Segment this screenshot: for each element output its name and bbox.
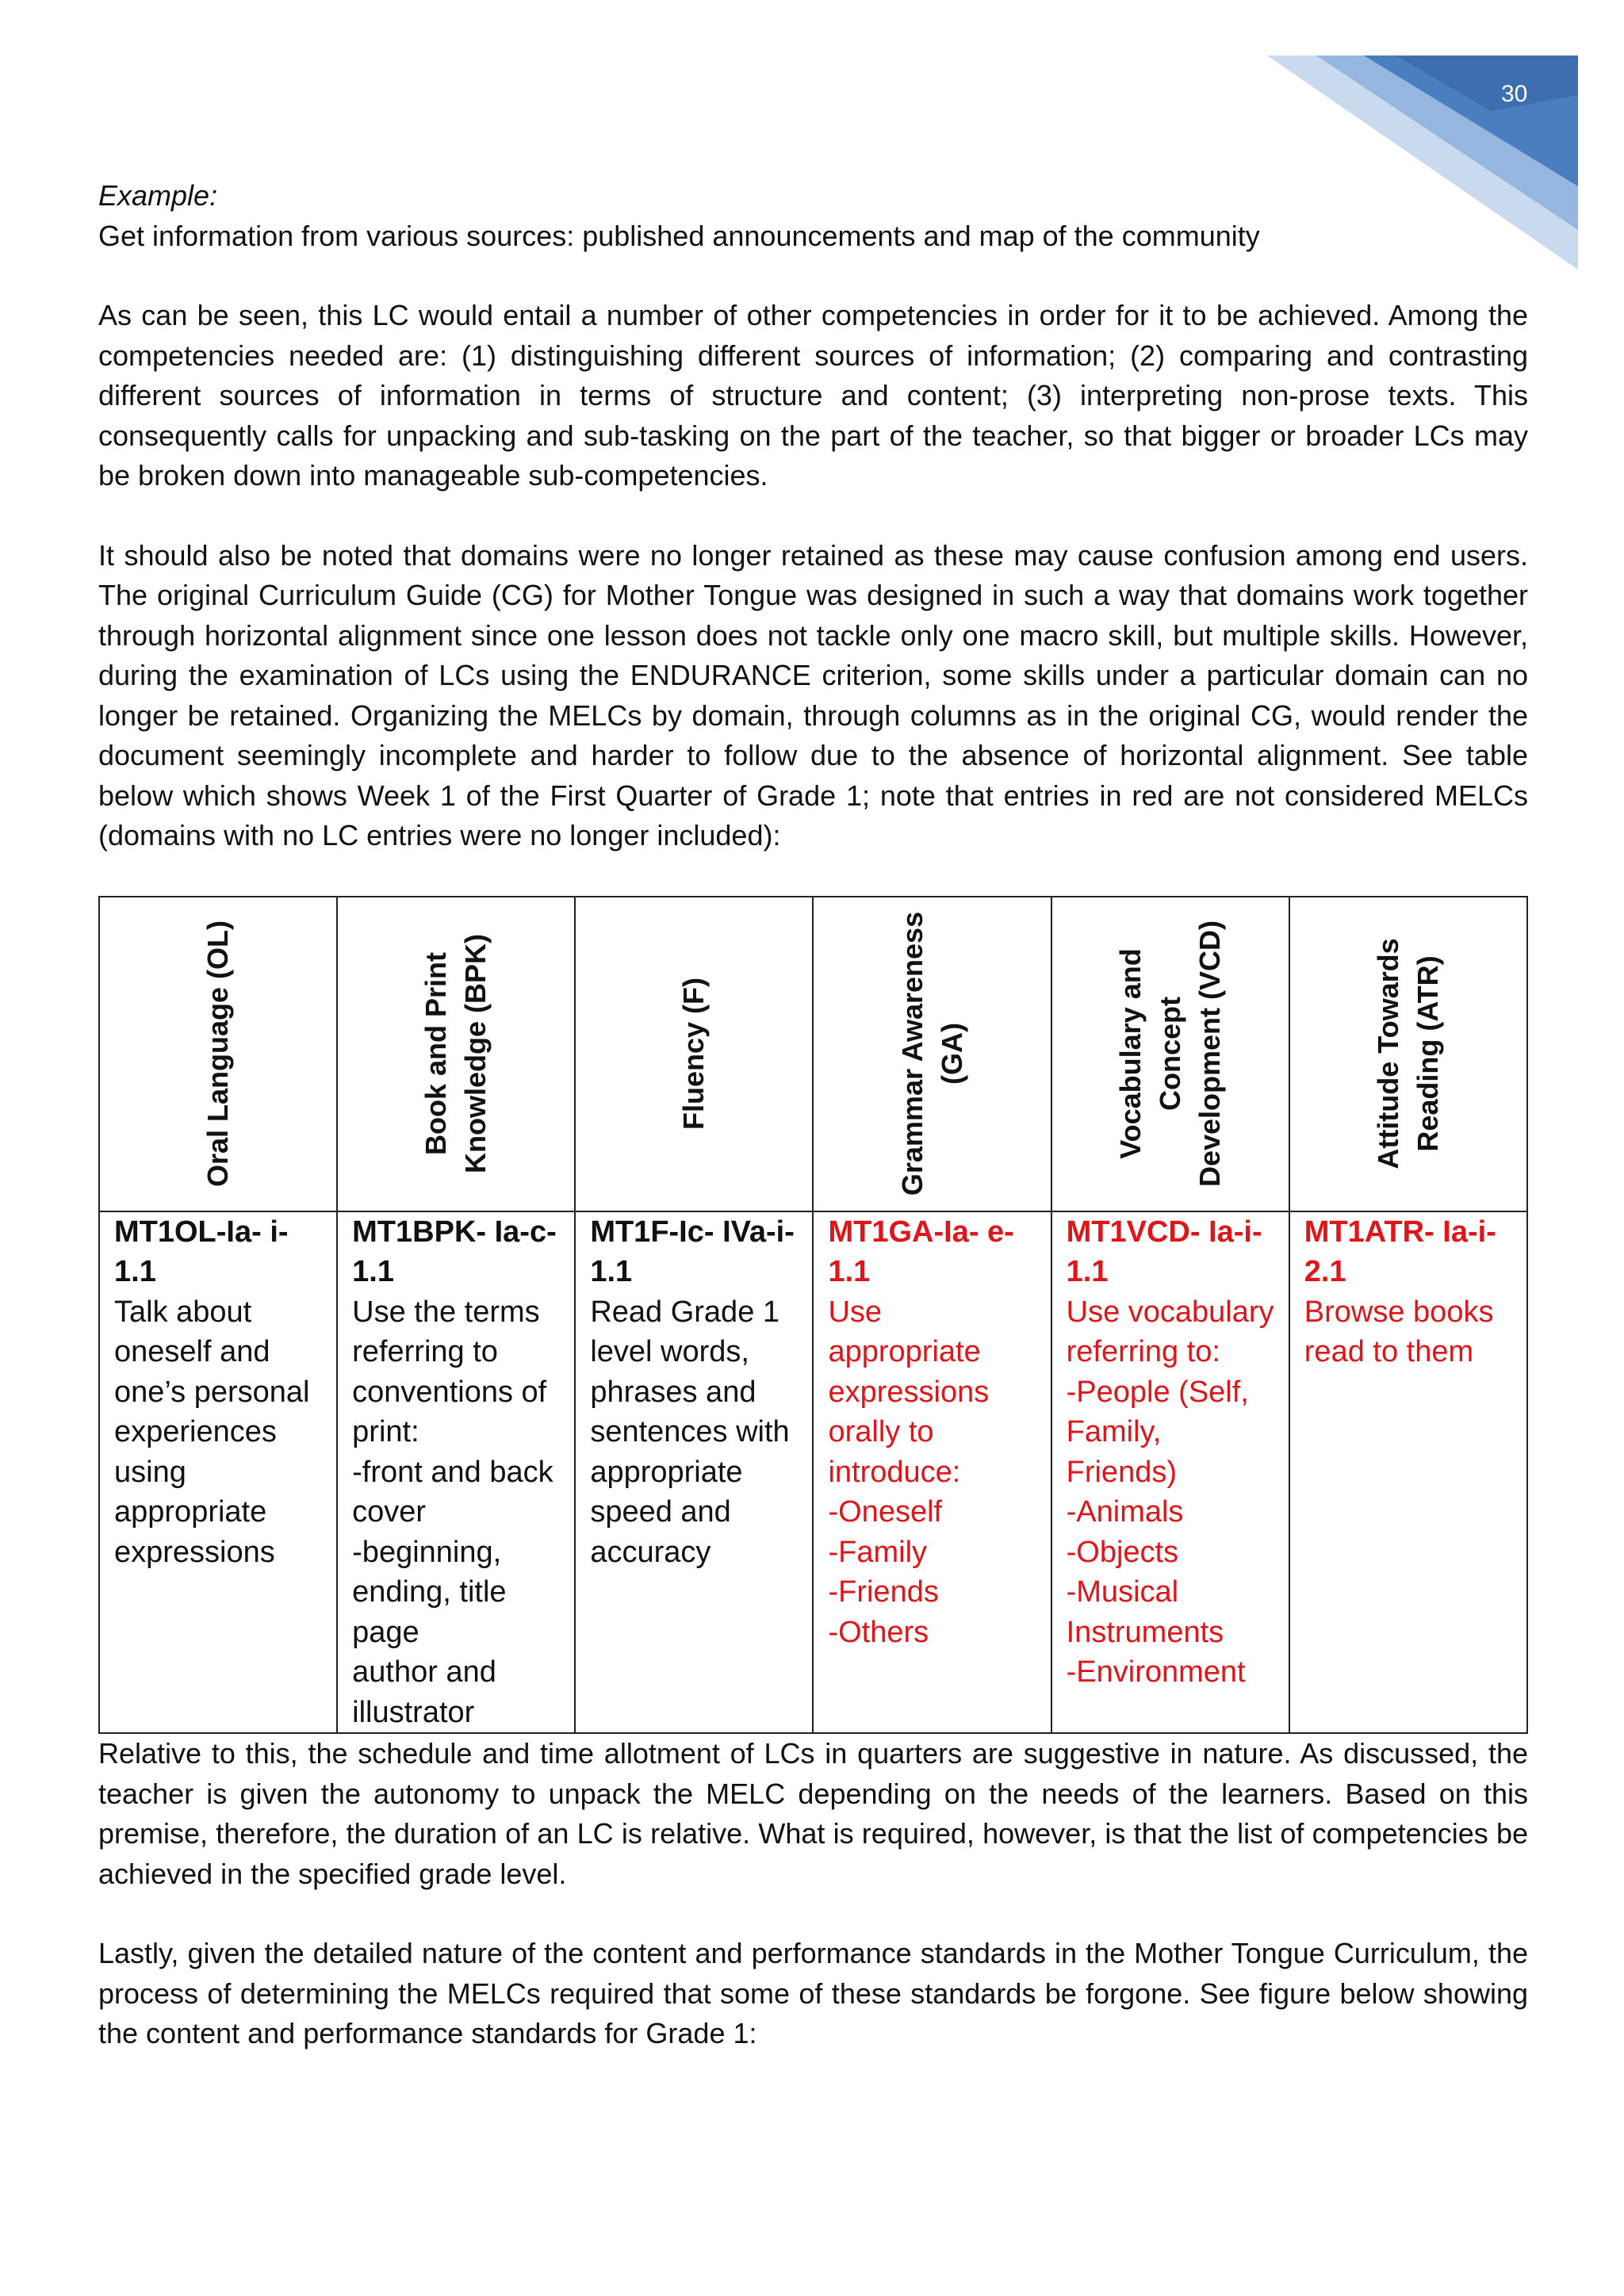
lc-code: MT1OL-Ia- i-1.1 bbox=[114, 1215, 289, 1288]
lc-code: MT1ATR- Ia-i-2.1 bbox=[1304, 1215, 1496, 1288]
header-label: Vocabulary and Concept Development (VCD) bbox=[1113, 920, 1226, 1188]
example-label: Example: bbox=[98, 179, 218, 212]
lc-description: Read Grade 1 level words, phrases and sentences with appropriate speed and accuracy bbox=[590, 1295, 790, 1569]
header-label: Attitude Towards Reading (ATR) bbox=[1371, 938, 1444, 1169]
cell-oral-language bbox=[99, 1211, 337, 1734]
paragraph-domains: It should also be noted that domains were no longer retained as these may cause confusion among end users. The original Curriculum Guide (CG) for Mother Tongue was designed in such a way that domains work together through horizontal alignment since one lesson does not tackle only one macro skill, but multiple skills. However, during the examination of LCs using the ENDURANCE criterion, some skills under a particular domain can no longer be retained. Organizing the MELCs by domain, through columns as in the original CG, would render the document seemingly incomplete and harder to follow due to the absence of horizontal alignment. See table below which shows Week 1 of the First Quarter of Grade 1; note that entries in red are not considered MELCs (domains with no LC entries were no longer included): bbox=[98, 538, 1528, 851]
header-attitude-reading bbox=[1289, 897, 1527, 1211]
lc-code: MT1VCD- Ia-i-1.1 bbox=[1066, 1215, 1262, 1288]
lc-description: Browse books read to them bbox=[1304, 1295, 1494, 1368]
lc-code: MT1GA-Ia- e-1.1 bbox=[828, 1215, 1014, 1288]
header-grammar-awareness bbox=[813, 897, 1051, 1211]
example-text: Get information from various sources: published announcements and map of the community bbox=[98, 219, 1260, 252]
header-book-print-knowledge bbox=[337, 897, 575, 1211]
lc-description: Use appropriate expressions orally to introduce: -Oneself -Family -Friends -Others bbox=[828, 1295, 990, 1649]
header-oral-language bbox=[99, 897, 337, 1211]
cell-vocabulary-concept bbox=[1051, 1211, 1289, 1734]
header-label: Book and Print Knowledge (BPK) bbox=[419, 934, 492, 1173]
header-label: Fluency (F) bbox=[677, 978, 710, 1131]
header-label: Grammar Awareness (GA) bbox=[895, 911, 968, 1196]
header-label: Oral Language (OL) bbox=[201, 920, 235, 1188]
paragraph-standards: Lastly, given the detailed nature of the content and performance standards in the Mother Tongue Curriculum, the process of determining the MELCs required that some of these standards be forgone. See figure below showing the content and performance standards for Grade 1: bbox=[98, 1937, 1528, 2049]
lc-code: MT1F-Ic- IVa-i-1.1 bbox=[590, 1215, 795, 1288]
header-fluency bbox=[575, 897, 813, 1211]
cell-fluency bbox=[575, 1211, 813, 1734]
lc-description: Use the terms referring to conventions of print: -front and back cover -beginning, ending, title page author and illustrator bbox=[352, 1295, 553, 1729]
lc-code: MT1BPK- Ia-c-1.1 bbox=[352, 1215, 557, 1288]
paragraph-schedule: Relative to this, the schedule and time allotment of LCs in quarters are suggestive in nature. As discussed, the teacher is given the autonomy to unpack the MELC depending on the needs of the learners. Based on this premise, therefore, the duration of an LC is relative. What is required, however, is that the list of competencies be achieved in the specified grade level. bbox=[98, 1737, 1528, 1890]
melc-table bbox=[98, 896, 1528, 1735]
table-header-row bbox=[99, 897, 1527, 1211]
page-number: 30 bbox=[1501, 81, 1528, 107]
table-row bbox=[99, 1211, 1527, 1734]
document-body bbox=[98, 176, 1528, 2054]
header-vocabulary-concept bbox=[1051, 897, 1289, 1211]
paragraph-competencies: As can be seen, this LC would entail a number of other competencies in order for it to be achieved. Among the competencies needed are: (1) distinguishing different sources of information; (2) comparing and contrasting different sources of information in terms of structure and content; (3) interpreting non-prose texts. This consequently calls for unpacking and sub-tasking on the part of the teacher, so that bigger or broader LCs may be broken down into manageable sub-competencies. bbox=[98, 299, 1528, 492]
cell-attitude-reading bbox=[1289, 1211, 1527, 1734]
cell-grammar-awareness bbox=[813, 1211, 1051, 1734]
lc-description: Use vocabulary referring to: -People (Self, Family, Friends) -Animals -Objects -Musical Instruments -Environment bbox=[1066, 1295, 1274, 1689]
lc-description: Talk about oneself and one’s personal experiences using appropriate expressions bbox=[114, 1295, 310, 1569]
cell-book-print-knowledge bbox=[337, 1211, 575, 1734]
